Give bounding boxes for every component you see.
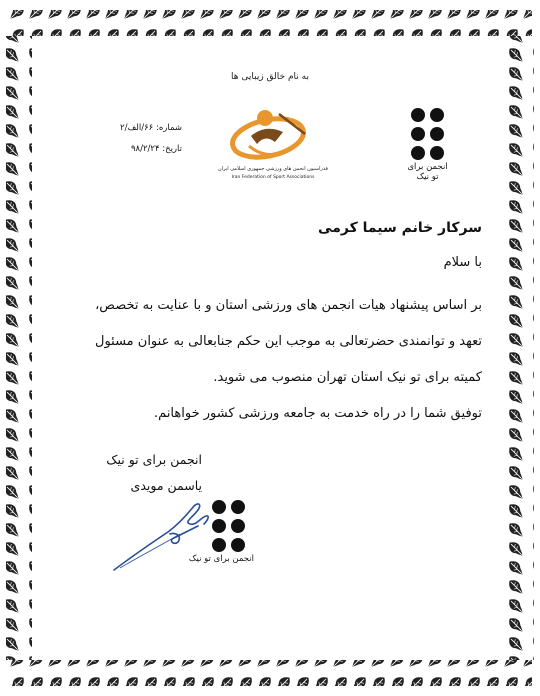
federation-emblem-icon: [213, 106, 333, 186]
federation-logo-text: فدراسیون انجمن های ورزشی جمهوری اسلامی ایران: [218, 166, 328, 172]
signatory-organization: انجمن برای تو نیک: [106, 452, 202, 467]
body-paragraph: بر اساس پیشنهاد هیات انجمن های ورزشی استان و با عنایت به تخصص، تعهد و توانمندی حضرتعالی به موجب این حکم جنابعالی به عنوان مسئول کمیته برای تو نیک استان تهران منصوب می شوید.: [95, 298, 482, 385]
stamp-organization-name: انجمن برای تو نیک: [188, 554, 254, 564]
greeting: با سلام: [443, 255, 482, 270]
body-paragraph: توفیق شما را در راه خدمت به جامعه ورزشی کشور خواهانم.: [154, 406, 482, 421]
letter-date: تاریخ: ۹۸/۲/۲۴: [130, 144, 182, 154]
six-dot-braille-logo-icon: [405, 108, 450, 160]
letter-body: [72, 288, 482, 432]
basmala-heading: به نام خالق زیبایی ها: [231, 72, 309, 82]
signatory-name: یاسمن مویدی: [130, 478, 202, 493]
letter-number: شماره: ۶۶/الف/۲: [120, 123, 182, 133]
recipient-name: سرکار خانم سیما کرمی: [318, 220, 482, 236]
organization-stamp: [188, 500, 254, 564]
organization-name: انجمن برای تو نیک: [407, 162, 448, 182]
reference-block: [92, 118, 182, 160]
six-dot-braille-logo-icon: [202, 500, 254, 552]
letter-content: [30, 30, 510, 666]
federation-logo-text-en: Iran Federation of Sport Associations: [231, 175, 315, 180]
organization-logo: [405, 108, 450, 182]
